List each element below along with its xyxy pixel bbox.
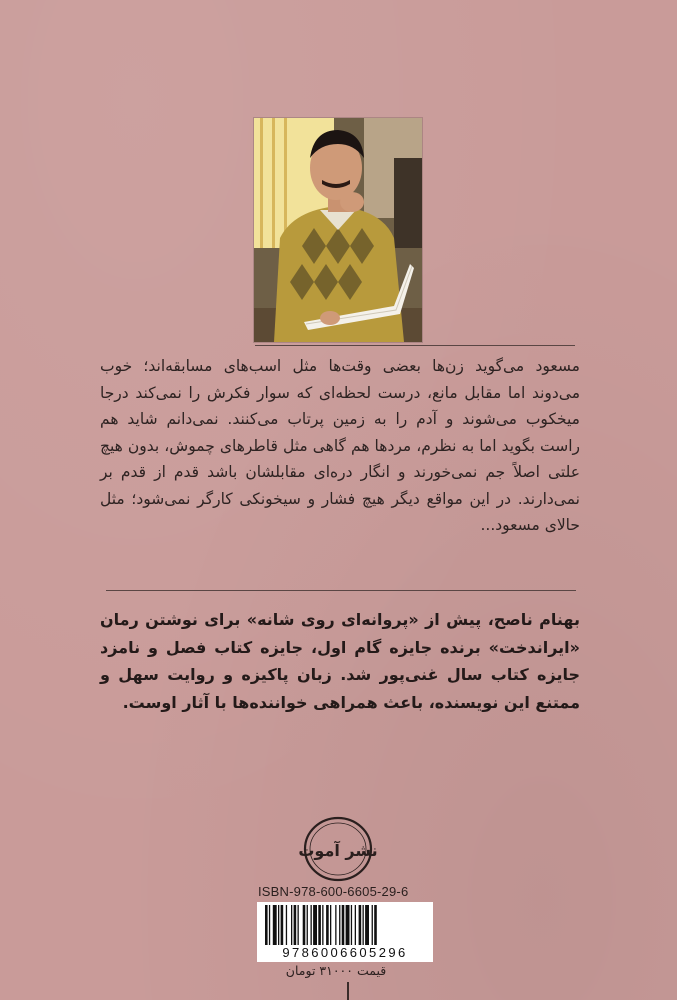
barcode-bar xyxy=(351,905,352,945)
barcode-bar xyxy=(303,905,306,945)
edge-mark xyxy=(347,982,349,1000)
barcode-bar xyxy=(372,905,373,945)
barcode-bar xyxy=(346,905,350,945)
barcode-bar xyxy=(365,905,369,945)
barcode-bar xyxy=(363,905,364,945)
price-label: قیمت ۳۱۰۰۰ تومان xyxy=(285,963,387,978)
publisher-logo-text: نشر آموت xyxy=(298,841,378,860)
barcode-bar xyxy=(339,905,340,945)
barcode-bar xyxy=(286,905,287,945)
barcode-bar xyxy=(294,905,297,945)
barcode-bar xyxy=(269,905,270,945)
isbn-label: ISBN-978-600-6605-29-6 xyxy=(258,884,409,899)
barcode-bar xyxy=(265,905,268,945)
author-bio: بهنام ناصح، پیش از «پروانه‌ای روی شانه» برای نوشتن رمان «ایراندخت» برنده جایزه گام اول، جایزه کتاب فصل و نامزد جایزه کتاب سال غنی‌پور شد. زبان پاکیزه و روایت سهل و ممتنع این نویسنده، باعث همراهی خواننده‌ها با آثار اوست. xyxy=(100,610,580,712)
barcode-digits: 9786006605296 xyxy=(282,945,408,960)
barcode-bar xyxy=(291,905,292,945)
barcode-bar xyxy=(298,905,299,945)
barcode-bar xyxy=(278,905,279,945)
barcode-bar xyxy=(273,905,277,945)
barcode-bar xyxy=(342,905,345,945)
barcode-bars xyxy=(257,905,433,949)
barcode-bar xyxy=(281,905,284,945)
barcode-bar xyxy=(322,905,323,945)
author-photo xyxy=(254,118,422,342)
barcode-bar xyxy=(330,905,331,945)
book-excerpt: مسعود می‌گوید زن‌ها بعضی وقت‌ها مثل اسب‌های مسابقه‌اند؛ خوب می‌دوند اما مقابل مانع، درست لحظه‌ای که سوار فکرش را نمی‌کند درجا میخکوب می‌شوند و آدم را به زمین پرتاب می‌کنند. نمی‌دانم شاید هم راست بگوید اما به نظرم، مردها هم گاهی مثل قاطرهای چموش، بدون هیچ علتی اصلاً جم نمی‌خورند و انگار دره‌ای مقابلشان باشد قدم از قدم بر نمی‌دارند. در این مواقع دیگر هیچ فشار و سیخونکی کارگر نمی‌شود؛ مثل حالای مسعود... xyxy=(100,357,580,534)
divider-top xyxy=(255,345,575,346)
divider-middle xyxy=(106,590,576,591)
barcode-bar xyxy=(313,905,317,945)
author-photo-illustration xyxy=(254,118,422,342)
publisher-logo xyxy=(298,816,378,882)
barcode-bar xyxy=(374,905,377,945)
barcode-bar xyxy=(355,905,356,945)
barcode-bar xyxy=(311,905,312,945)
barcode-bar xyxy=(335,905,336,945)
barcode-bar xyxy=(326,905,329,945)
barcode-bar xyxy=(318,905,321,945)
barcode-bar xyxy=(359,905,362,945)
barcode xyxy=(257,902,433,962)
barcode-bar xyxy=(307,905,308,945)
